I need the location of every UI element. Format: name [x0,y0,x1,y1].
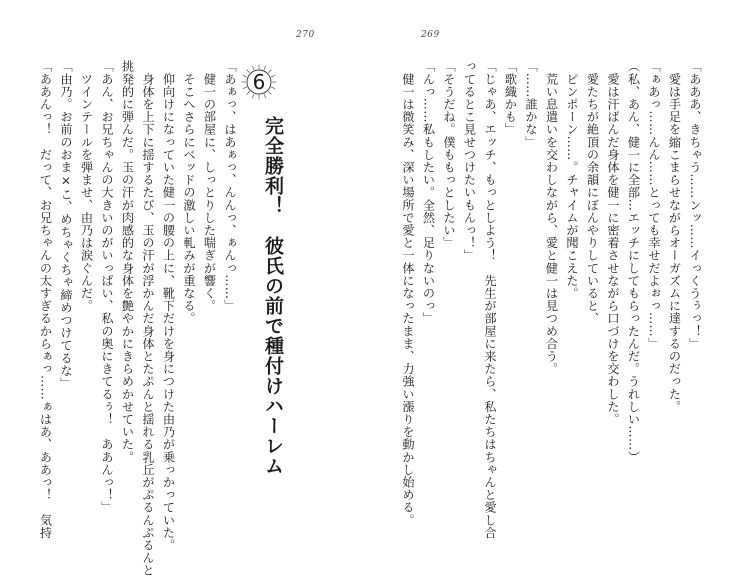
text-line: 「歌織かも」 [503,60,518,136]
text-line: 「じゃあ、エッチ、もっとしよう！ 先生が部屋に来たら、私たちはちゃんと愛し合 [483,60,497,539]
text-line: 「……誰かな」 [524,60,538,149]
chapter-heading [232,64,290,476]
text-line: そこへさらにベッドの激しい軋みが重なる。 [182,60,196,325]
text-line: 「ぁあっ……んん……とっても幸せだよぉっ……」 [647,60,661,350]
text-line: 愛は汗ばんだ身体を健一に密着させながら口づけを交わした。 [606,60,620,426]
text-line: 「あああ、きちゃう……ンッ……イっくうぅっ！」 [688,60,702,350]
text-line: 挑発的に弾んだ。玉の汗が肉感的な身体を艶やかにきらめかせていた。 [120,60,135,464]
text-line: 「ああんっ！ だって、お兄ちゃんの太すぎるからぁっ……ぁはあ、ああっ！ 気持 [38,60,53,539]
text-line: 仰向けになっていた健一の腰の上に、靴下だけを身につけた由乃が乗っかっていた。 [161,60,176,552]
chapter-number-badge [241,64,277,100]
text-line: 「んっ……私もしたい。全然、足りないのっ」 [421,60,436,325]
left-page-text [38,60,240,577]
chapter-number: 6 [252,70,266,94]
text-line: ってるとこ見せつけたいもんっ！」 [462,60,477,262]
text-line: 「そうだね。僕ももっとしたい」 [442,60,456,249]
text-line: 身体を上下に揺するたび、玉の汗が浮かんだ身体とたぷんと揺れる乳丘がぷるんぷるんと [141,60,155,577]
text-line: 「あぁっ、はあぁっ、んんっ、ぁんっ……」 [223,60,237,312]
text-line: 健一は微笑み、深い場所で愛と一体になったまま、力強い漲りを動かし始める。 [401,60,415,527]
page-number-left: 270 [296,30,315,40]
right-page-text [401,60,705,539]
text-line: ツインテールを弾ませ、由乃は涙ぐんだ。 [79,60,94,312]
text-line: 愛たちが絶頂の余韻にぼんやりしていると、 [585,60,600,325]
text-line: 「由乃。お前のおま×こ、めちゃくちゃ締めつけてるな」 [59,60,73,390]
text-line: （私、あん、健一に全部…エッチにしてもらったんだ。うれしい……） [626,60,641,464]
text-line: 荒い息遣いを交わしながら、愛と健一は見つめ合う。 [544,60,559,375]
text-line: ピンポーン……。チャイムが聞こえた。 [565,60,579,300]
text-line: 健一の部屋に、しっとりした喘ぎが響く。 [202,60,217,312]
text-line: 愛は手足を縮こまらせながらオーガズムに達するのだった。 [667,60,682,413]
page-number-right: 269 [421,30,440,40]
text-line: 「あん、お兄ちゃんの大きいのがいっぱい、私の奥にきてるぅ！ ああんっ！」 [100,60,114,514]
chapter-title: 完全勝利！ 彼氏の前で種付けハーレム [262,116,284,476]
